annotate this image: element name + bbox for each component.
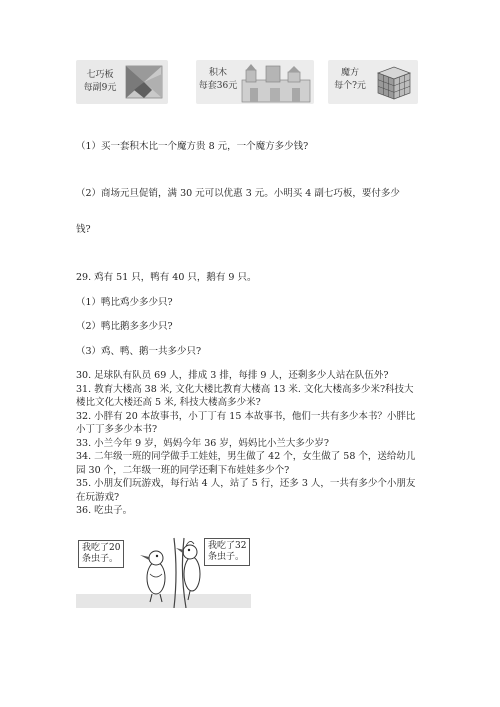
q28-sub2-line1: （2）商场元旦促销，满 30 元可以优惠 3 元。小明买 4 副七巧板，要付多少 xyxy=(76,188,400,199)
q32-line1: 32. 小胖有 20 本故事书，小丁丁有 15 本故事书，他们一共有多少本书？小胖比 xyxy=(76,411,416,422)
right-bubble-line2: 条虫子。 xyxy=(208,552,245,562)
right-speech-bubble xyxy=(204,538,250,566)
q33-line: 33. 小兰今年 9 岁，妈妈今年 36 岁，妈妈比小兰大多少岁? xyxy=(76,438,329,449)
product-strip xyxy=(76,56,421,108)
blocks-name: 积木 xyxy=(208,68,227,78)
q32-line2: 小丁丁多多少本书? xyxy=(76,424,158,435)
cube-name: 魔方 xyxy=(340,68,359,78)
cube-panel xyxy=(328,60,418,104)
q36-line: 36. 吃虫子。 xyxy=(76,505,133,516)
cube-price: 每个?元 xyxy=(334,81,366,91)
blocks-icon xyxy=(240,62,312,104)
blocks-panel xyxy=(196,60,314,104)
q34-line2: 园 30 个，二年级一班的同学还剩下布娃娃多少个? xyxy=(76,465,290,476)
left-bubble-line1: 我吃了20 xyxy=(82,543,121,553)
q34-line1: 34. 二年级一班的同学做手工娃娃，男生做了 42 个，女生做了 58 个，送给幼儿 xyxy=(76,451,416,462)
tangram-icon xyxy=(124,64,164,100)
q29-sub3: （3）鸡、鸭、鹅一共多少只? xyxy=(76,346,202,357)
tangram-panel xyxy=(76,60,168,104)
right-bubble-line1: 我吃了32 xyxy=(208,541,247,551)
blocks-price: 每套36元 xyxy=(198,81,238,91)
q35-line1: 35. 小朋友们玩游戏，每行站 4 人，站了 5 行，还多 3 人，一共有多少个小朋友 xyxy=(76,478,416,489)
q31-line2: 楼比文化大楼还高 5 米, 科技大楼高多少米? xyxy=(76,397,261,408)
q28-sub2-line2: 钱? xyxy=(76,224,91,235)
rubiks-cube-icon xyxy=(374,63,414,103)
q29-title: 29. 鸡有 51 只，鸭有 40 只，鹅有 9 只。 xyxy=(76,272,257,283)
q29-sub2: （2）鸭比鹅多多少只? xyxy=(76,321,173,332)
tangram-price: 每副9元 xyxy=(83,83,117,93)
woodpecker-cartoon xyxy=(76,534,251,608)
q35-line2: 在玩游戏? xyxy=(76,492,120,503)
q29-sub1: （1）鸭比鸡少多少只? xyxy=(76,297,173,308)
left-bubble-line2: 条虫子。 xyxy=(82,554,119,564)
q30-line: 30. 足球队有队员 69 人，排成 3 排，每排 9 人，还剩多少人站在队伍外? xyxy=(76,370,389,381)
q31-line1: 31. 教育大楼高 38 米, 文化大楼比教育大楼高 13 米. 文化大楼高多少米?科技大 xyxy=(76,384,414,395)
left-speech-bubble xyxy=(78,540,124,568)
q28-sub1: （1）买一套积木比一个魔方贵 8 元，一个魔方多少钱? xyxy=(76,141,309,152)
tangram-name: 七巧板 xyxy=(86,70,114,80)
